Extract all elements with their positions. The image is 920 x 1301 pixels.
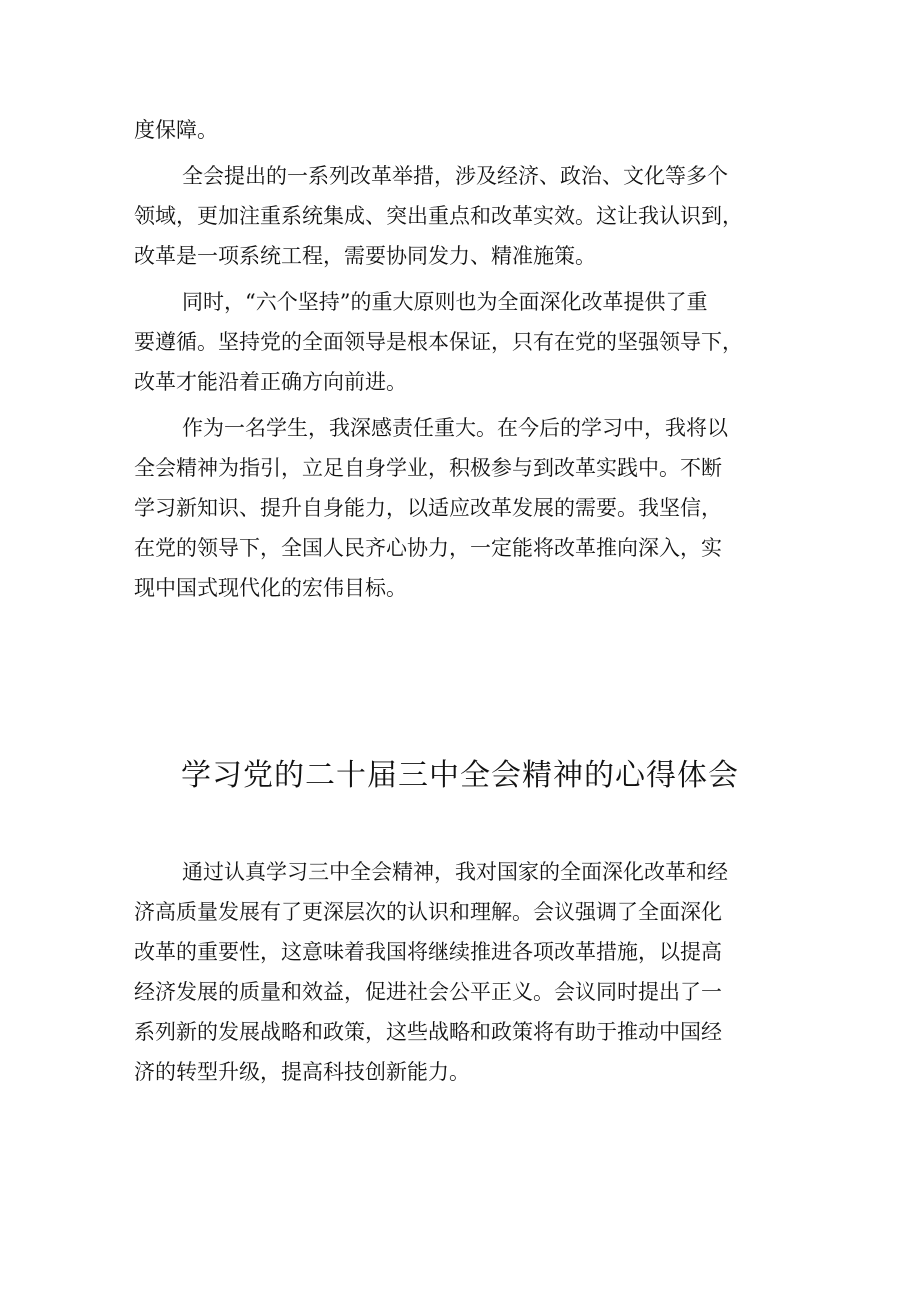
text-line: 学习新知识、提升自身能力，以适应改革发展的需要。我坚信，: [134, 496, 722, 520]
paragraph-six-principles: [134, 282, 794, 402]
text-line: 作为一名学生，我深感责任重大。在今后的学习中，我将以: [182, 416, 728, 440]
paragraph-study-reflection: [134, 852, 794, 1092]
text-line: 度保障。: [134, 118, 218, 142]
text-line: 同时，“六个坚持”的重大原则也为全面深化改革提供了重: [182, 290, 708, 314]
text-line: 全会提出的一系列改革举措，涉及经济、政治、文化等多个: [182, 164, 728, 188]
text-line: 济高质量发展有了更深层次的认识和理解。会议强调了全面深化: [134, 900, 722, 924]
paragraph-continuation: [134, 110, 794, 150]
text-line: 通过认真学习三中全会精神，我对国家的全面深化改革和经: [182, 860, 728, 884]
section-title: 学习党的二十届三中全会精神的心得体会: [181, 758, 739, 793]
text-line: 经济发展的质量和效益，促进社会公平正义。会议同时提出了一: [134, 980, 722, 1004]
text-line: 在党的领导下，全国人民齐心协力，一定能将改革推向深入，实: [134, 536, 722, 560]
bottom-section: [134, 852, 794, 1098]
text-line: 系列新的发展战略和政策，这些战略和政策将有助于推动中国经: [134, 1020, 722, 1044]
text-line: 济的转型升级，提高科技创新能力。: [134, 1060, 470, 1084]
text-line: 现中国式现代化的宏伟目标。: [134, 576, 407, 600]
top-section: [134, 110, 794, 614]
text-line: 领域，更加注重系统集成、突出重点和改革实效。这让我认识到，: [134, 204, 743, 228]
text-line: 要遵循。坚持党的全面领导是根本保证，只有在党的坚强领导下，: [134, 330, 743, 354]
text-line: 全会精神为指引，立足自身学业，积极参与到改革实践中。不断: [134, 456, 722, 480]
text-line: 改革的重要性，这意味着我国将继续推进各项改革措施，以提高: [134, 940, 722, 964]
text-line: 改革才能沿着正确方向前进。: [134, 370, 407, 394]
text-line: 改革是一项系统工程，需要协同发力、精准施策。: [134, 244, 596, 268]
paragraph-student-responsibility: [134, 408, 794, 608]
paragraph-reform-measures: [134, 156, 794, 276]
